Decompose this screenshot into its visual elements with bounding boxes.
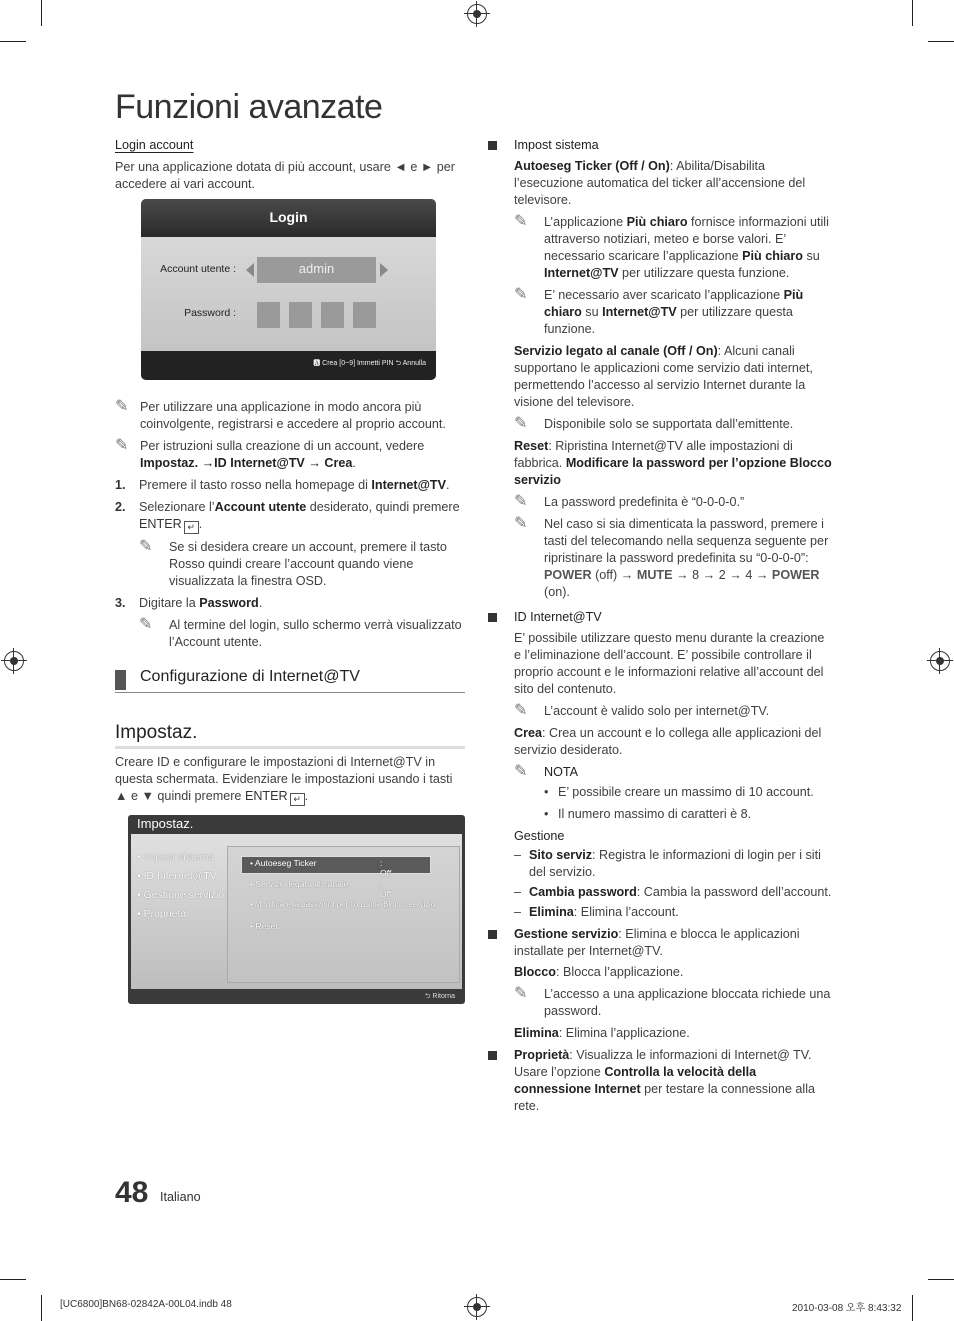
step-number: 3. bbox=[115, 596, 126, 610]
square-bullet-icon bbox=[488, 613, 497, 622]
row-label: • Autoeseg Ticker bbox=[250, 858, 317, 868]
impostaz-panel bbox=[131, 834, 462, 989]
menu-item-proprieta[interactable]: • Proprietà bbox=[137, 908, 187, 920]
submenu-row-reset[interactable] bbox=[250, 921, 278, 931]
note-text: fornisce informazioni utili attraverso notiziari, meteo e borse valori. E’ necessario scaricare l’applicazione bbox=[544, 215, 829, 263]
row-value: : Off bbox=[380, 858, 392, 878]
sub-heading: Impostaz. bbox=[115, 722, 465, 749]
item-text: : Registra le informazioni di login per i siti del servizio. bbox=[529, 848, 821, 879]
item-bold: Modificare la password per l’opzione Blocco servizio bbox=[514, 456, 832, 487]
item-heading: Impost sistema bbox=[514, 138, 599, 152]
impostaz-screen bbox=[128, 815, 465, 1004]
step-bold: Account utente bbox=[214, 500, 307, 514]
registration-mark-icon bbox=[930, 651, 950, 671]
crop-mark bbox=[912, 1295, 913, 1321]
crop-mark bbox=[928, 41, 954, 42]
impostaz-text: Creare ID e configurare le impostazioni di Internet@TV in questa schermata. Evidenziare le impostazioni usando i tasti ▲ e ▼ quindi premere ENTER ↵ . bbox=[115, 755, 453, 804]
crop-mark bbox=[41, 0, 42, 26]
item-text: : Cambia la password dell’account. bbox=[636, 885, 832, 899]
page-title: Funzioni avanzate bbox=[115, 88, 383, 126]
dash-icon: – bbox=[514, 905, 522, 919]
note-text: per utilizzare questa funzione. bbox=[618, 266, 790, 280]
item-text: E’ possibile utilizzare questo menu durante la creazione e l’eliminazione dell’account. E’ possibile controllare il proprio account e le informazioni relative all’account del sito del contenuto. bbox=[514, 631, 825, 696]
note-pencil-icon: ✎ bbox=[514, 493, 528, 510]
note-text: (off) → bbox=[591, 568, 637, 582]
item-bold: Servizio legato al canale (Off / On) bbox=[514, 344, 718, 358]
login-screen-footer: 🅰 Crea [0~9] Immetti PIN ⮌ Annulla bbox=[141, 351, 436, 380]
crop-mark bbox=[0, 41, 26, 42]
note-heading: NOTA bbox=[544, 765, 579, 779]
key-label: POWER bbox=[771, 568, 820, 582]
item-bold: Controlla la velocità della connessione Internet bbox=[514, 1065, 757, 1096]
note-pencil-icon: ✎ bbox=[514, 415, 528, 432]
note-text: per utilizzare questa funzione. bbox=[544, 305, 793, 336]
note-text: Per utilizzare una applicazione in modo ancora più coinvolgente, registrarsi e accedere al proprio account. bbox=[140, 400, 446, 431]
item-bold: Cambia password bbox=[529, 885, 637, 899]
item-text: : Abilita/Disabilita l’esecuzione automatica del ticker all’accensione del televisore. bbox=[514, 159, 806, 207]
note-bold: Più chiaro bbox=[742, 249, 803, 263]
note-bold: Internet@TV bbox=[602, 305, 677, 319]
page-language: Italiano bbox=[160, 1190, 201, 1204]
menu-item-id-internet[interactable]: • ID Internet@TV bbox=[137, 870, 217, 882]
step-bold: Internet@TV bbox=[371, 478, 446, 492]
row-label: • Servizio legato al canale bbox=[250, 879, 349, 889]
menu-item-impost-sistema[interactable]: • Impost sistema bbox=[137, 851, 215, 863]
item-text: per testare la connessione alla rete. bbox=[514, 1082, 815, 1113]
enter-key-label: ENTER bbox=[244, 789, 288, 803]
account-label: Account utente : bbox=[160, 263, 236, 275]
submenu-row-autoeseg[interactable] bbox=[250, 858, 392, 878]
menu-item-gestione-servizio[interactable]: • Gestione servizio bbox=[137, 889, 225, 901]
right-column bbox=[488, 137, 833, 1119]
login-screen bbox=[141, 199, 436, 380]
submenu-row-password[interactable] bbox=[250, 900, 435, 909]
step-text: Digitare la bbox=[139, 596, 200, 610]
key-label: MUTE bbox=[636, 568, 673, 582]
section-bar bbox=[115, 670, 126, 690]
pin-box[interactable] bbox=[289, 302, 312, 328]
item-text: : Elimina l’applicazione. bbox=[558, 1026, 690, 1040]
step-bold: Password bbox=[199, 596, 259, 610]
step-text: desiderato, quindi premere bbox=[306, 500, 460, 514]
impostaz-text-body: Creare ID e configurare le impostazioni di Internet@TV in questa schermata. Evidenziare le impostazioni usando i tasti ▲ e ▼ quindi premere bbox=[115, 755, 453, 803]
pin-box[interactable] bbox=[353, 302, 376, 328]
page-number: 48 bbox=[115, 1176, 149, 1209]
square-bullet-icon bbox=[488, 141, 497, 150]
dash-icon: – bbox=[514, 885, 522, 899]
step-number: 2. bbox=[115, 500, 126, 514]
impostaz-screen-footer: ⮌ Ritorna bbox=[424, 993, 455, 1000]
bullet-icon: • bbox=[544, 785, 549, 799]
note-bold: Internet@TV bbox=[544, 266, 619, 280]
bullet-text: E’ possibile creare un massimo di 10 account. bbox=[558, 785, 814, 799]
note-text: L’accesso a una applicazione bloccata richiede una password. bbox=[544, 987, 831, 1018]
item-text: : Blocca l’applicazione. bbox=[556, 965, 684, 979]
item-bold: Gestione servizio bbox=[514, 927, 619, 941]
note-text: L’applicazione bbox=[544, 215, 627, 229]
note-pencil-icon: ✎ bbox=[139, 616, 153, 633]
footer-date: 2010-03-08 오후 8:43:32 bbox=[792, 1303, 902, 1314]
item-bold: Proprietà bbox=[514, 1048, 570, 1062]
note-pencil-icon: ✎ bbox=[514, 213, 528, 230]
step-text: Selezionare l’ bbox=[139, 500, 215, 514]
row-label: • Modificare la password per l’opzione Blocco servizio bbox=[250, 900, 436, 909]
impostaz-screen-title: Impostaz. bbox=[137, 816, 194, 831]
note-text: E’ necessario aver scaricato l’applicazione bbox=[544, 288, 784, 302]
item-bold: Autoeseg Ticker (Off / On) bbox=[514, 159, 670, 173]
note-text: su bbox=[581, 305, 603, 319]
note-pencil-icon: ✎ bbox=[514, 515, 528, 532]
note-bold: Più chiaro bbox=[626, 215, 688, 229]
row-label: • Reset bbox=[250, 921, 278, 931]
submenu-row-servizio[interactable] bbox=[250, 879, 392, 899]
arrow-left-icon bbox=[246, 263, 254, 277]
login-account-text: Per una applicazione dotata di più account, usare ◄ e ► per accedere ai vari account. bbox=[115, 160, 455, 191]
note-text: Per istruzioni sulla creazione di un account, vedere bbox=[140, 439, 425, 453]
square-bullet-icon bbox=[488, 1051, 497, 1060]
bullet-text: Il numero massimo di caratteri è 8. bbox=[558, 807, 752, 821]
enter-key-label: ENTER bbox=[139, 517, 182, 531]
registration-mark-icon bbox=[467, 1297, 487, 1317]
item-bold: Sito serviz bbox=[529, 848, 592, 862]
note-text: Al termine del login, sullo schermo verrà visualizzato l’Account utente. bbox=[169, 618, 462, 649]
note-text: Se si desidera creare un account, premere il tasto Rosso quindi creare l’account quando viene visualizzata la finestra OSD. bbox=[169, 540, 447, 588]
registration-mark-icon bbox=[467, 4, 487, 24]
note-text: su bbox=[803, 249, 820, 263]
note-text: (on). bbox=[544, 585, 570, 599]
step-number: 1. bbox=[115, 478, 126, 492]
impostaz-menu bbox=[137, 848, 224, 924]
item-text: : Alcuni canali supportano le applicazioni come servizio dati internet, permettendo l’accesso al servizio Internet durante la visione del televisore. bbox=[514, 344, 813, 409]
item-heading: ID Internet@TV bbox=[514, 610, 602, 624]
impostaz-submenu bbox=[227, 846, 460, 983]
note-text: Disponibile solo se supportata dall’emittente. bbox=[544, 417, 794, 431]
account-value[interactable]: admin bbox=[257, 257, 376, 283]
bullet-icon: • bbox=[544, 807, 549, 821]
login-account-heading: Login account bbox=[115, 138, 194, 152]
note-bold: Impostaz. →ID Internet@TV → Crea bbox=[140, 456, 353, 470]
login-screen-title: Login bbox=[141, 199, 436, 237]
note-pencil-icon: ✎ bbox=[514, 286, 528, 303]
step-text: Premere il tasto rosso nella homepage di bbox=[139, 478, 372, 492]
password-label: Password : bbox=[184, 307, 236, 319]
key-label: POWER bbox=[544, 568, 592, 582]
row-value: : Off bbox=[380, 879, 392, 899]
note-text: → 8 → 2 → 4 → bbox=[672, 568, 772, 582]
note-text: La password predefinita è “0-0-0-0.” bbox=[544, 495, 745, 509]
enter-key-icon: ↵ bbox=[184, 521, 199, 534]
item-text: : Ripristina Internet@TV alle impostazioni di fabbrica. bbox=[514, 439, 793, 470]
note-pencil-icon: ✎ bbox=[514, 763, 528, 780]
item-text: : Crea un account e lo collega alle applicazioni del servizio desiderato. bbox=[514, 726, 822, 757]
arrow-right-icon bbox=[380, 263, 388, 277]
left-column-middle: ✎ Per utilizzare una applicazione in modo ancora più coinvolgente, registrarsi e accedere al proprio account. ✎ Per istruzioni sulla creazione di un account, vedere Impostaz. →ID Internet@TV → Crea. 1. Premere il tasto rosso nella homepage di Internet@TV. 2. Selezionare l’Account utente desiderato, quindi premere ENTER ↵ . ✎ Se si desidera creare un account, premere il tasto Rosso quindi creare l’account quando viene visualizzata la finestra OSD. 3. Digitare la Password. ✎ Al termine del login, sullo schermo verrà visualizzato l’Account utente. bbox=[115, 398, 462, 649]
item-bold: Elimina bbox=[514, 1026, 559, 1040]
item-text: : Visualizza le informazioni di Internet@ TV. Usare l’opzione bbox=[514, 1048, 812, 1079]
section-heading bbox=[115, 668, 465, 693]
note-text: Nel caso si sia dimenticata la password, premere i tasti del telecomando nella sequenza seguente per ripristinare la password predefinita su “0-0-0-0”: bbox=[544, 517, 829, 565]
note-pencil-icon: ✎ bbox=[115, 437, 129, 454]
dash-icon: – bbox=[514, 848, 522, 862]
item-text: : Elimina e blocca le applicazioni installate per Internet@TV. bbox=[514, 927, 800, 958]
crop-mark bbox=[928, 1279, 954, 1280]
left-column-top bbox=[115, 137, 467, 198]
crop-mark bbox=[41, 1295, 42, 1321]
item-bold: Reset bbox=[514, 439, 549, 453]
section-heading-text: Configurazione di Internet@TV bbox=[140, 668, 360, 685]
registration-mark-icon bbox=[4, 651, 24, 671]
enter-key-icon: ↵ bbox=[290, 793, 305, 806]
note-pencil-icon: ✎ bbox=[514, 702, 528, 719]
note-text: L’account è valido solo per internet@TV. bbox=[544, 704, 770, 718]
crop-mark bbox=[912, 0, 913, 26]
note-pencil-icon: ✎ bbox=[139, 538, 153, 555]
footer-file: [UC6800]BN68-02842A-00L04.indb 48 bbox=[60, 1299, 232, 1310]
note-bold: Più chiaro bbox=[544, 288, 804, 319]
item-bold: Crea bbox=[514, 726, 543, 740]
square-bullet-icon bbox=[488, 930, 497, 939]
item-heading: Gestione bbox=[514, 829, 565, 843]
item-bold: Elimina bbox=[529, 905, 574, 919]
note-pencil-icon: ✎ bbox=[115, 398, 129, 415]
login-screen-body bbox=[141, 237, 436, 351]
item-text: : Elimina l’account. bbox=[573, 905, 679, 919]
item-bold: Blocco bbox=[514, 965, 556, 979]
pin-box[interactable] bbox=[257, 302, 280, 328]
crop-mark bbox=[0, 1279, 26, 1280]
note-pencil-icon: ✎ bbox=[514, 985, 528, 1002]
pin-box[interactable] bbox=[321, 302, 344, 328]
